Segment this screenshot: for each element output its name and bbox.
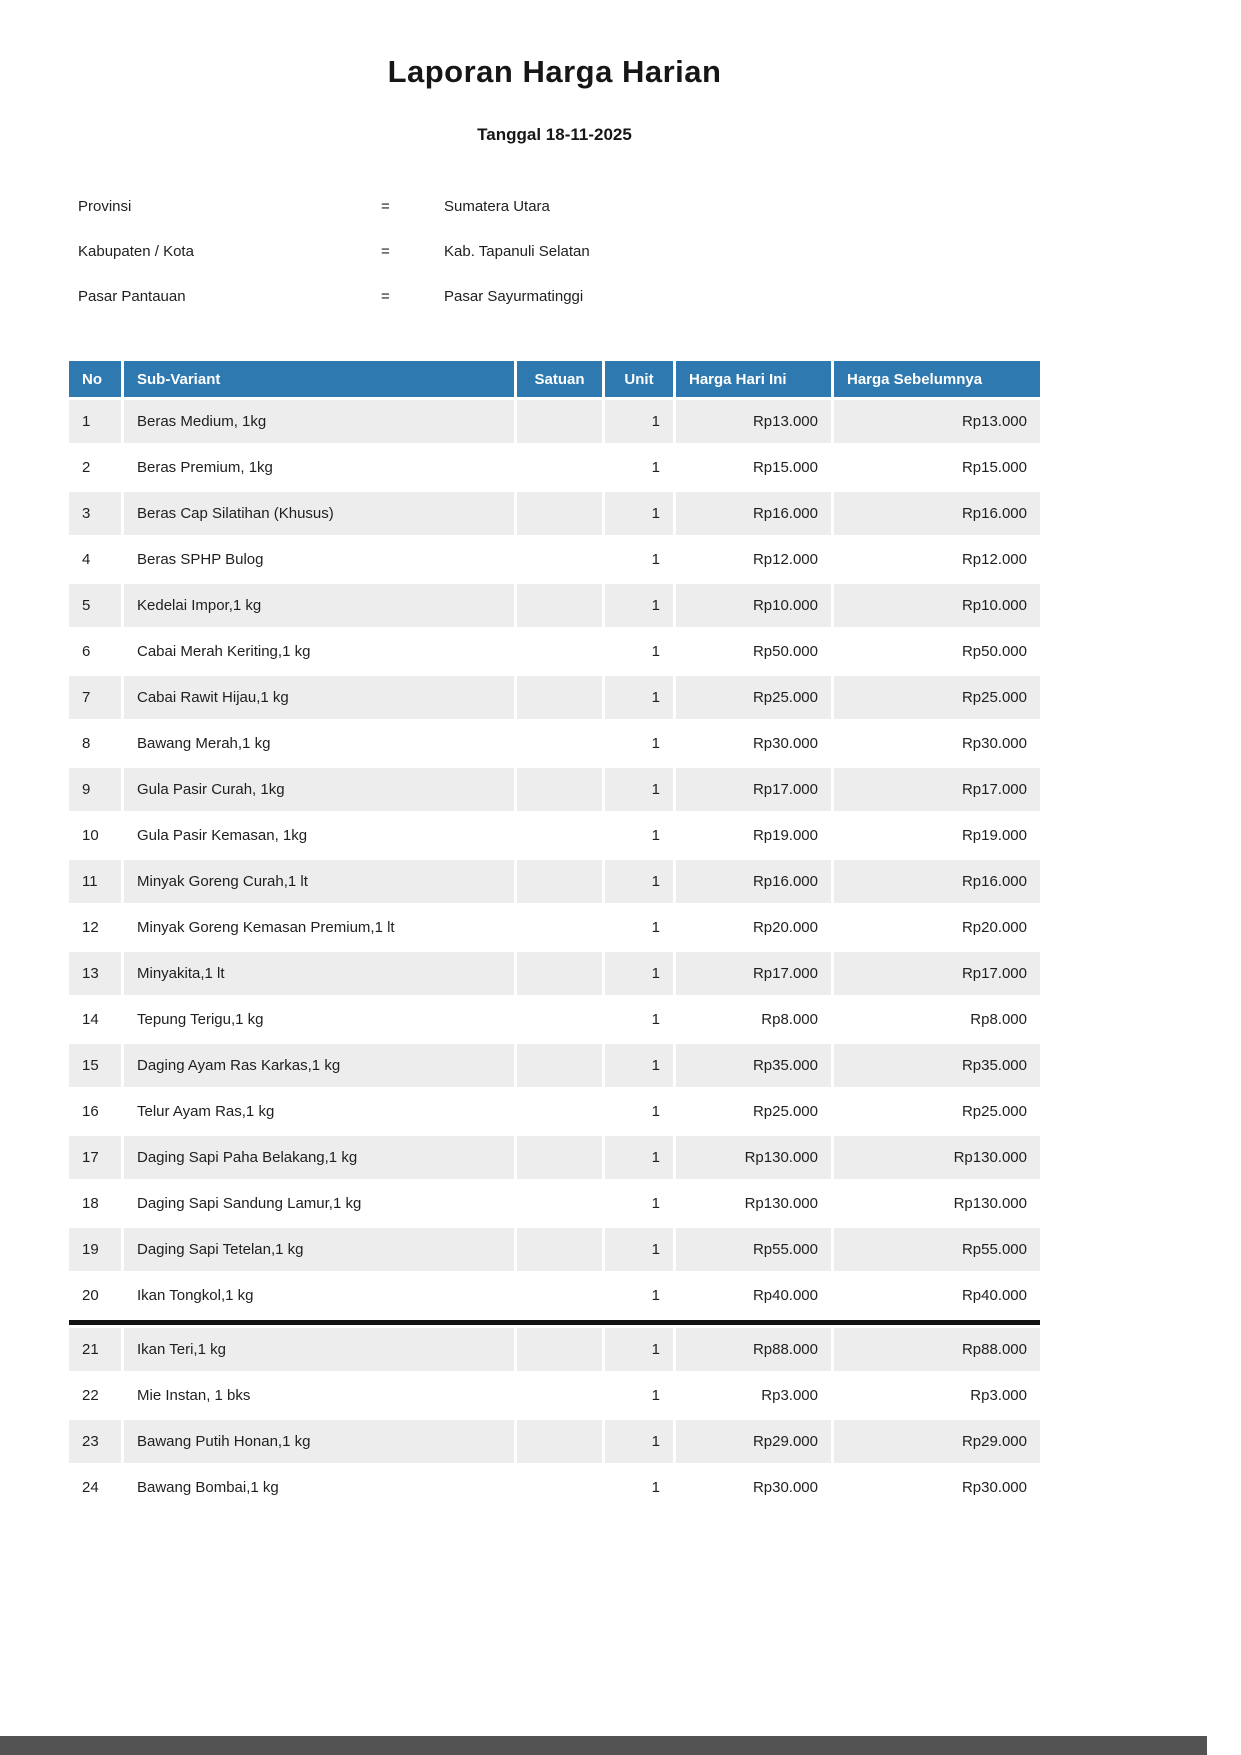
cell-satuan [517, 1136, 602, 1179]
table-row [69, 1466, 1040, 1509]
cell-unit: 1 [605, 1182, 673, 1225]
table-row [69, 952, 1040, 995]
cell-satuan [517, 446, 602, 489]
cell-satuan [517, 1090, 602, 1133]
cell-harga-sebelumnya: Rp17.000 [834, 952, 1040, 995]
cell-harga-sebelumnya: Rp10.000 [834, 584, 1040, 627]
cell-sub-variant: Beras Cap Silatihan (Khusus) [124, 492, 514, 535]
horizontal-scrollbar[interactable] [0, 1736, 1207, 1755]
cell-harga-sebelumnya: Rp19.000 [834, 814, 1040, 857]
cell-unit: 1 [605, 722, 673, 765]
cell-unit: 1 [605, 630, 673, 673]
cell-sub-variant: Beras Premium, 1kg [124, 446, 514, 489]
cell-harga-hari-ini: Rp17.000 [676, 952, 831, 995]
table-row [69, 768, 1040, 811]
cell-sub-variant: Cabai Merah Keriting,1 kg [124, 630, 514, 673]
cell-harga-sebelumnya: Rp20.000 [834, 906, 1040, 949]
cell-sub-variant: Minyak Goreng Kemasan Premium,1 lt [124, 906, 514, 949]
page-break-divider [69, 1320, 1040, 1325]
table-row [69, 446, 1040, 489]
cell-no: 21 [69, 1328, 121, 1371]
cell-unit: 1 [605, 1466, 673, 1509]
table-row [69, 1136, 1040, 1179]
cell-unit: 1 [605, 1228, 673, 1271]
cell-satuan [517, 1274, 602, 1317]
column-header-satuan: Satuan [517, 361, 602, 397]
column-header-unit: Unit [605, 361, 673, 397]
meta-value: Pasar Sayurmatinggi [444, 288, 584, 305]
cell-harga-hari-ini: Rp10.000 [676, 584, 831, 627]
table-row [69, 630, 1040, 673]
cell-harga-hari-ini: Rp16.000 [676, 492, 831, 535]
cell-harga-hari-ini: Rp19.000 [676, 814, 831, 857]
cell-unit: 1 [605, 676, 673, 719]
cell-harga-sebelumnya: Rp16.000 [834, 492, 1040, 535]
cell-sub-variant: Cabai Rawit Hijau,1 kg [124, 676, 514, 719]
cell-harga-hari-ini: Rp50.000 [676, 630, 831, 673]
cell-unit: 1 [605, 1274, 673, 1317]
table-row [69, 860, 1040, 903]
cell-no: 11 [69, 860, 121, 903]
cell-unit: 1 [605, 492, 673, 535]
cell-satuan [517, 1044, 602, 1087]
cell-no: 3 [69, 492, 121, 535]
cell-no: 19 [69, 1228, 121, 1271]
table-row [69, 676, 1040, 719]
cell-satuan [517, 676, 602, 719]
cell-harga-sebelumnya: Rp16.000 [834, 860, 1040, 903]
cell-unit: 1 [605, 998, 673, 1041]
meta-section [66, 198, 1043, 333]
cell-satuan [517, 768, 602, 811]
meta-value: Kab. Tapanuli Selatan [444, 243, 590, 260]
cell-harga-hari-ini: Rp40.000 [676, 1274, 831, 1317]
price-table [66, 358, 1043, 1512]
cell-harga-sebelumnya: Rp50.000 [834, 630, 1040, 673]
cell-harga-sebelumnya: Rp25.000 [834, 676, 1040, 719]
table-row [69, 1228, 1040, 1271]
cell-no: 9 [69, 768, 121, 811]
cell-harga-sebelumnya: Rp15.000 [834, 446, 1040, 489]
cell-satuan [517, 998, 602, 1041]
meta-label: Pasar Pantauan [78, 288, 186, 305]
cell-harga-hari-ini: Rp55.000 [676, 1228, 831, 1271]
cell-sub-variant: Daging Ayam Ras Karkas,1 kg [124, 1044, 514, 1087]
cell-harga-hari-ini: Rp8.000 [676, 998, 831, 1041]
cell-satuan [517, 1182, 602, 1225]
meta-equals-sign: = [381, 198, 390, 215]
column-header-harga-sebelumnya: Harga Sebelumnya [834, 361, 1040, 397]
cell-no: 1 [69, 400, 121, 443]
cell-sub-variant: Minyak Goreng Curah,1 lt [124, 860, 514, 903]
cell-harga-hari-ini: Rp20.000 [676, 906, 831, 949]
meta-row-pasar [66, 288, 1043, 333]
cell-harga-hari-ini: Rp3.000 [676, 1374, 831, 1417]
table-row [69, 998, 1040, 1041]
cell-unit: 1 [605, 400, 673, 443]
cell-harga-hari-ini: Rp15.000 [676, 446, 831, 489]
meta-row-provinsi [66, 198, 1043, 243]
table-row [69, 1328, 1040, 1371]
cell-satuan [517, 630, 602, 673]
cell-no: 7 [69, 676, 121, 719]
table-row [69, 1182, 1040, 1225]
table-row [69, 814, 1040, 857]
cell-no: 13 [69, 952, 121, 995]
cell-no: 22 [69, 1374, 121, 1417]
cell-no: 16 [69, 1090, 121, 1133]
cell-sub-variant: Bawang Putih Honan,1 kg [124, 1420, 514, 1463]
cell-satuan [517, 1466, 602, 1509]
meta-value: Sumatera Utara [444, 198, 550, 215]
cell-no: 4 [69, 538, 121, 581]
cell-unit: 1 [605, 1420, 673, 1463]
cell-harga-sebelumnya: Rp130.000 [834, 1136, 1040, 1179]
cell-harga-hari-ini: Rp30.000 [676, 722, 831, 765]
table-row [69, 906, 1040, 949]
cell-satuan [517, 1228, 602, 1271]
cell-no: 5 [69, 584, 121, 627]
cell-sub-variant: Gula Pasir Curah, 1kg [124, 768, 514, 811]
cell-unit: 1 [605, 1136, 673, 1179]
cell-satuan [517, 400, 602, 443]
cell-harga-hari-ini: Rp16.000 [676, 860, 831, 903]
table-row [69, 400, 1040, 443]
cell-satuan [517, 492, 602, 535]
cell-harga-hari-ini: Rp12.000 [676, 538, 831, 581]
table-row [69, 722, 1040, 765]
cell-harga-sebelumnya: Rp17.000 [834, 768, 1040, 811]
cell-unit: 1 [605, 952, 673, 995]
cell-harga-hari-ini: Rp130.000 [676, 1136, 831, 1179]
cell-no: 17 [69, 1136, 121, 1179]
cell-satuan [517, 538, 602, 581]
cell-sub-variant: Mie Instan, 1 bks [124, 1374, 514, 1417]
cell-harga-sebelumnya: Rp29.000 [834, 1420, 1040, 1463]
cell-unit: 1 [605, 446, 673, 489]
cell-harga-sebelumnya: Rp130.000 [834, 1182, 1040, 1225]
cell-satuan [517, 952, 602, 995]
cell-harga-hari-ini: Rp88.000 [676, 1328, 831, 1371]
cell-unit: 1 [605, 1090, 673, 1133]
cell-harga-hari-ini: Rp29.000 [676, 1420, 831, 1463]
table-row [69, 584, 1040, 627]
meta-label: Provinsi [78, 198, 132, 215]
cell-sub-variant: Tepung Terigu,1 kg [124, 998, 514, 1041]
column-header-sub-variant: Sub-Variant [124, 361, 514, 397]
cell-harga-sebelumnya: Rp13.000 [834, 400, 1040, 443]
meta-row-kabupaten [66, 243, 1043, 288]
cell-satuan [517, 860, 602, 903]
cell-sub-variant: Minyakita,1 lt [124, 952, 514, 995]
cell-no: 24 [69, 1466, 121, 1509]
table-row [69, 1274, 1040, 1317]
meta-equals-sign: = [381, 243, 390, 260]
cell-satuan [517, 906, 602, 949]
table-header-row [69, 361, 1040, 397]
table-row [69, 492, 1040, 535]
meta-equals-sign: = [381, 288, 390, 305]
cell-harga-sebelumnya: Rp8.000 [834, 998, 1040, 1041]
cell-satuan [517, 722, 602, 765]
cell-harga-sebelumnya: Rp55.000 [834, 1228, 1040, 1271]
cell-satuan [517, 1374, 602, 1417]
cell-harga-sebelumnya: Rp30.000 [834, 1466, 1040, 1509]
cell-unit: 1 [605, 860, 673, 903]
cell-no: 2 [69, 446, 121, 489]
cell-no: 12 [69, 906, 121, 949]
cell-satuan [517, 1420, 602, 1463]
page-subtitle: Tanggal 18-11-2025 [477, 125, 632, 144]
cell-harga-sebelumnya: Rp25.000 [834, 1090, 1040, 1133]
cell-no: 8 [69, 722, 121, 765]
cell-unit: 1 [605, 1328, 673, 1371]
cell-satuan [517, 814, 602, 857]
cell-sub-variant: Ikan Teri,1 kg [124, 1328, 514, 1371]
table-row [69, 1374, 1040, 1417]
table-row [69, 538, 1040, 581]
cell-harga-sebelumnya: Rp40.000 [834, 1274, 1040, 1317]
cell-no: 23 [69, 1420, 121, 1463]
cell-sub-variant: Daging Sapi Paha Belakang,1 kg [124, 1136, 514, 1179]
cell-no: 10 [69, 814, 121, 857]
cell-unit: 1 [605, 814, 673, 857]
cell-no: 18 [69, 1182, 121, 1225]
table-row [69, 1044, 1040, 1087]
cell-harga-sebelumnya: Rp88.000 [834, 1328, 1040, 1371]
cell-harga-sebelumnya: Rp30.000 [834, 722, 1040, 765]
meta-label: Kabupaten / Kota [78, 243, 194, 260]
cell-sub-variant: Daging Sapi Tetelan,1 kg [124, 1228, 514, 1271]
cell-no: 20 [69, 1274, 121, 1317]
cell-sub-variant: Beras Medium, 1kg [124, 400, 514, 443]
cell-sub-variant: Daging Sapi Sandung Lamur,1 kg [124, 1182, 514, 1225]
cell-sub-variant: Kedelai Impor,1 kg [124, 584, 514, 627]
cell-sub-variant: Ikan Tongkol,1 kg [124, 1274, 514, 1317]
cell-harga-hari-ini: Rp25.000 [676, 1090, 831, 1133]
cell-satuan [517, 584, 602, 627]
column-header-no: No [69, 361, 121, 397]
cell-harga-hari-ini: Rp25.000 [676, 676, 831, 719]
cell-harga-hari-ini: Rp35.000 [676, 1044, 831, 1087]
cell-unit: 1 [605, 538, 673, 581]
cell-sub-variant: Bawang Bombai,1 kg [124, 1466, 514, 1509]
cell-sub-variant: Beras SPHP Bulog [124, 538, 514, 581]
report-page [66, 0, 1043, 1512]
cell-no: 6 [69, 630, 121, 673]
cell-unit: 1 [605, 584, 673, 627]
cell-sub-variant: Telur Ayam Ras,1 kg [124, 1090, 514, 1133]
cell-harga-hari-ini: Rp13.000 [676, 400, 831, 443]
cell-unit: 1 [605, 768, 673, 811]
cell-harga-sebelumnya: Rp35.000 [834, 1044, 1040, 1087]
cell-harga-sebelumnya: Rp3.000 [834, 1374, 1040, 1417]
cell-unit: 1 [605, 1044, 673, 1087]
cell-sub-variant: Bawang Merah,1 kg [124, 722, 514, 765]
cell-unit: 1 [605, 1374, 673, 1417]
table-row [69, 1090, 1040, 1133]
cell-harga-hari-ini: Rp30.000 [676, 1466, 831, 1509]
cell-unit: 1 [605, 906, 673, 949]
cell-harga-sebelumnya: Rp12.000 [834, 538, 1040, 581]
cell-satuan [517, 1328, 602, 1371]
cell-harga-hari-ini: Rp17.000 [676, 768, 831, 811]
cell-harga-hari-ini: Rp130.000 [676, 1182, 831, 1225]
column-header-harga-hari-ini: Harga Hari Ini [676, 361, 831, 397]
cell-no: 14 [69, 998, 121, 1041]
page-title: Laporan Harga Harian [387, 54, 722, 89]
cell-sub-variant: Gula Pasir Kemasan, 1kg [124, 814, 514, 857]
cell-no: 15 [69, 1044, 121, 1087]
table-row [69, 1420, 1040, 1463]
